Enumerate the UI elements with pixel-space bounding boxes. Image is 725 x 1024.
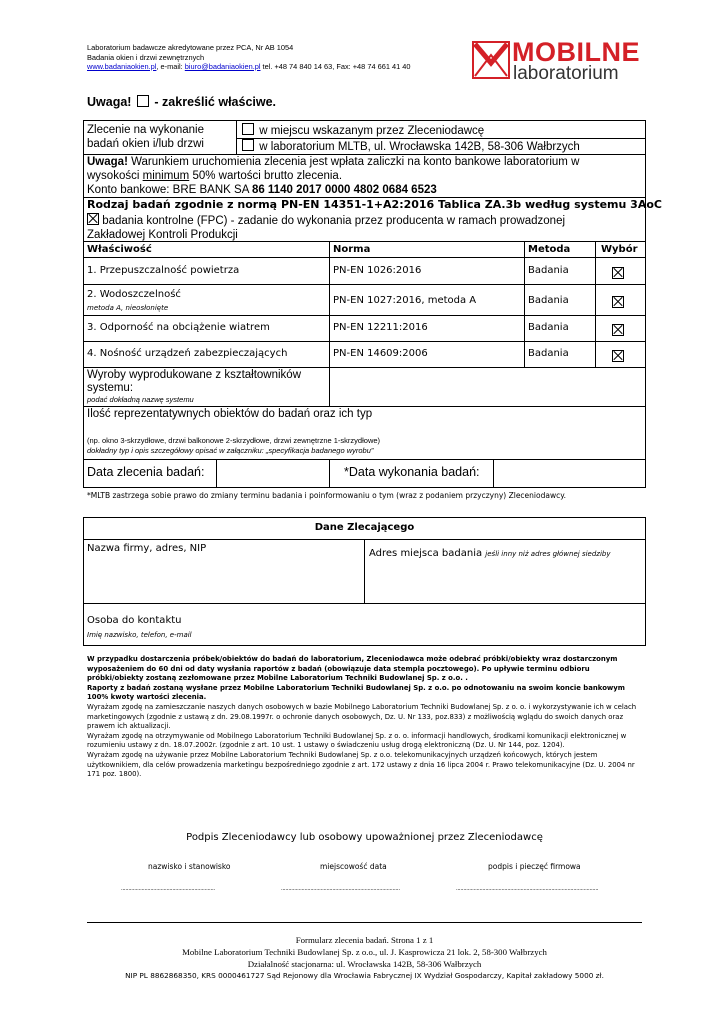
signature-place-date-field[interactable]: ................................................................................. (281, 886, 400, 892)
order-date-field[interactable] (218, 461, 328, 486)
signature-name-field[interactable]: ................................................................ (121, 886, 215, 892)
notice-prefix: Uwaga! (87, 95, 132, 109)
gdpr-consent: Wyrażam zgodę na zamieszczanie naszych danych osobowych w bazie Mobilnego Laboratorium Techniki Budowlanej Sp. z o. o. i wykorzystywanie ich w celach marketingowych (zgodnie z ustawą z dn. 29.08.1997r. o ochronie danych osobowych, Dz. U. Nr 133, poz.833) z możliwością wglądu do swoich danych oraz prawem ich aktualizacji. (87, 702, 637, 731)
email-label: , e-mail: (156, 62, 185, 71)
option-laboratory[interactable] (240, 139, 580, 153)
quantity-example: (np. okno 3-skrzydłowe, drzwi balkonowe 2-skrzydłowe, drzwi zewnętrzne 1-skrzydłowe) (87, 436, 381, 445)
footnote: *MLTB zastrzega sobie prawo do zmiany terminu badania i poinformowaniu o tym (wraz z podaniem przyczyny) Zleceniodawcy. (87, 491, 566, 500)
footer-page-info: Formularz zlecenia badań. Strona 1 z 1 (295, 935, 434, 945)
bank-account-number: 86 1140 2017 0000 4802 0684 6523 (251, 183, 437, 196)
telecom-consent: Wyrażam zgodę na używanie przez Mobilne Laboratorium Techniki Budowlanej Sp. z o.o. telekomunikacyjnych urządzeń końcowych, których jestem użytkownikiem, dla celów prowadzenia marketingu bezpośredniego zgodnie z art. 172 ustawy z dnia 16 lipca 2004 r. Prawo telekomunikacyjne (Dz. U. 2004 nr 171 poz. 1800). (87, 750, 635, 779)
option-client-site-label: w miejscu wskazanym przez Zleceniodawcę (259, 125, 485, 137)
order-label-line2: badań okien i/lub drzwi (87, 138, 204, 150)
signature-stamp-field[interactable]: ................................................................................................. (456, 886, 599, 892)
norm-cell: PN-EN 12211:2016 (333, 322, 428, 333)
header-accreditation: Laboratorium badawcze akredytowane przez PCA, Nr AB 1054 (87, 43, 294, 52)
sample-return-clause: W przypadku dostarczenia próbek/obiektów do badań do laboratorium, Zleceniodawca może odebrać próbki/obiekty wraz dostarczonym wyposażeniem do 60 dni od daty wysłania raportów z badań (obowiązuje data stempla pocztowego). Po upływie terminu odbioru próbki/obiekty zostaną zezłomowane przez Mobilne Laboratorium Techniki Budowlanej Sp. z o.o. . (87, 655, 618, 683)
website-link[interactable]: www.badaniaokien.pl (87, 62, 157, 71)
example-checkbox (137, 95, 149, 107)
laboratory-checkbox[interactable] (242, 139, 254, 151)
order-label-line1: Zlecenie na wykonanie (87, 124, 204, 136)
col-header-method: Metoda (528, 244, 571, 255)
method-cell: Badania (528, 265, 569, 276)
col-header-property: Właściwość (87, 244, 152, 255)
method-cell: Badania (528, 295, 569, 306)
lab-header (87, 43, 411, 72)
payment-notice-line1: Warunkiem uruchomienia zlecenia jest wpłata zaliczki na konto bankowe laboratorium w (127, 156, 580, 168)
norm-cell: PN-EN 14609:2006 (333, 348, 428, 359)
fpc-option[interactable] (87, 213, 565, 242)
contact-field[interactable] (250, 607, 642, 643)
client-data-title: Dane Zlecającego (314, 522, 415, 533)
header-scope: Badania okien i drzwi zewnętrznych (87, 52, 205, 62)
payment-notice-bold: Uwaga! (87, 156, 128, 168)
fpc-checkbox-checked[interactable] (87, 213, 99, 225)
logo-text-top: MOBILNE (512, 37, 640, 67)
property-cell: 1. Przepuszczalność powietrza (87, 265, 240, 276)
norm-cell: PN-EN 1027:2016, metoda A (333, 295, 477, 306)
property-subtext: metoda A, nieosłonięte (87, 304, 169, 312)
exec-date-label: *Data wykonania badań: (344, 465, 480, 479)
option-client-site[interactable] (240, 123, 484, 137)
profile-hint: podać dokładną nazwę systemu (87, 395, 194, 404)
footer-stationary-address: Działalność stacjonarna: ul. Wrocławska 142B, 58-306 Wałbrzych (247, 959, 482, 969)
contact-hint: Imię nazwisko, telefon, e-mail (87, 631, 192, 639)
standard-title: Rodzaj badań zgodnie z normą PN-EN 14351-1+A2:2016 Tablica ZA.3b według systemu 3AoC (87, 198, 662, 211)
method-cell: Badania (528, 322, 569, 333)
test-location-hint: jeśli inny niż adres głównej siedziby (485, 550, 611, 558)
order-label (87, 123, 204, 151)
payment-minimum: minimum (142, 169, 190, 182)
notice-suffix: - zakreślić właściwe. (154, 95, 277, 109)
order-date-label: Data zlecenia badań: (87, 465, 205, 479)
profile-line1: Wyroby wyprodukowane z kształtowników (87, 369, 302, 381)
choice-checkbox-checked[interactable] (612, 296, 624, 308)
legal-clauses (87, 655, 642, 780)
profile-line2: systemu: (87, 381, 134, 394)
quantity-hint: dokładny typ i opis szczegółowy opisać w załączniku: „specyfikacja badanego wyrobu” (87, 446, 374, 455)
exec-date-field[interactable] (495, 461, 644, 486)
email-link[interactable]: biuro@badaniaokien.pl (184, 62, 261, 71)
choice-checkbox-checked[interactable] (612, 350, 624, 362)
company-logo (472, 39, 642, 83)
test-location-field[interactable] (369, 558, 642, 601)
test-location-text: Adres miejsca badania (369, 548, 486, 559)
norm-cell: PN-EN 1026:2016 (333, 265, 422, 276)
logo-emblem-icon (472, 41, 510, 79)
profile-system-field[interactable] (331, 369, 643, 404)
company-field[interactable] (87, 558, 361, 601)
col-header-norm: Norma (333, 244, 371, 255)
fpc-label-line2: Zakładowej Kontroli Produkcji (87, 229, 238, 241)
property-cell: 3. Odporność na obciążenie wiatrem (87, 322, 270, 333)
payment-notice (87, 156, 579, 197)
footer-company-address: Mobilne Laboratorium Techniki Budowlanej Sp. z o.o., ul. J. Kasprowicza 21 lok. 2, 58-300 Wałbrzych (182, 947, 547, 957)
report-sending-clause: Raporty z badań zostaną wysłane przez Mobilne Laboratorium Techniki Budowlanej Sp. z o.o. po odnotowaniu na swoim koncie bankowym 100% kwoty wartości zlecenia. (87, 683, 625, 702)
mark-instruction (87, 95, 276, 109)
choice-checkbox-checked[interactable] (612, 324, 624, 336)
client-site-checkbox[interactable] (242, 123, 254, 135)
signature-title: Podpis Zleceniodawcy lub osobowy upoważnionej przez Zleceniodawcę (186, 832, 543, 843)
marketing-consent: Wyrażam zgodę na otrzymywanie od Mobilnego Laboratorium Techniki Budowlanej Sp. z o. o. informacji handlowych, środkami komunikacji elektronicznej w rozumieniu ustawy z dn. 18.07.2002r. (zgodnie z art. 10 ust. 1 ustawy o świadczeniu usług drogą elektroniczną (Dz. U. Nr 144, poz. 1204). (87, 731, 627, 750)
property-cell: 2. Wodoszczelność (87, 289, 181, 300)
footer-registration: NIP PL 8862868350, KRS 0000461727 Sąd Rejonowy dla Wrocławia Fabrycznej IX Wydział Gospodarczy, Kapitał zakładowy 5000 zł. (125, 971, 604, 980)
method-cell: Badania (528, 348, 569, 359)
footer-divider (87, 922, 642, 923)
signature-place-date-label: miejscowość data (320, 862, 387, 871)
company-label: Nazwa firmy, adres, NIP (87, 543, 207, 554)
option-laboratory-label: w laboratorium MLTB, ul. Wrocławska 142B, 58-306 Wałbrzych (259, 141, 580, 153)
signature-name-label: nazwisko i stanowisko (148, 862, 231, 871)
quantity-title: Ilość reprezentatywnych obiektów do badań oraz ich typ (87, 408, 373, 420)
phone-numbers: tel. +48 74 840 14 63, Fax: +48 74 661 41 40 (260, 62, 411, 71)
signature-stamp-label: podpis i pieczęć firmowa (488, 862, 581, 871)
property-cell: 4. Nośność urządzeń zabezpieczających (87, 348, 288, 359)
profile-system-label (87, 369, 301, 394)
contact-label: Osoba do kontaktu (87, 615, 182, 626)
fpc-label-line1: badania kontrolne (FPC) - zadanie do wykonania przez producenta w ramach prowadzonej (102, 215, 566, 227)
payment-line2-a: wysokości (87, 169, 143, 182)
bank-account-label: Konto bankowe: BRE BANK SA (87, 183, 252, 196)
choice-checkbox-checked[interactable] (612, 267, 624, 279)
logo-text-bottom: laboratorium (513, 63, 619, 84)
payment-line2-b: 50% wartości brutto zlecenia. (189, 169, 343, 182)
header-contacts (87, 62, 411, 72)
col-header-choice: Wybór (601, 244, 638, 255)
